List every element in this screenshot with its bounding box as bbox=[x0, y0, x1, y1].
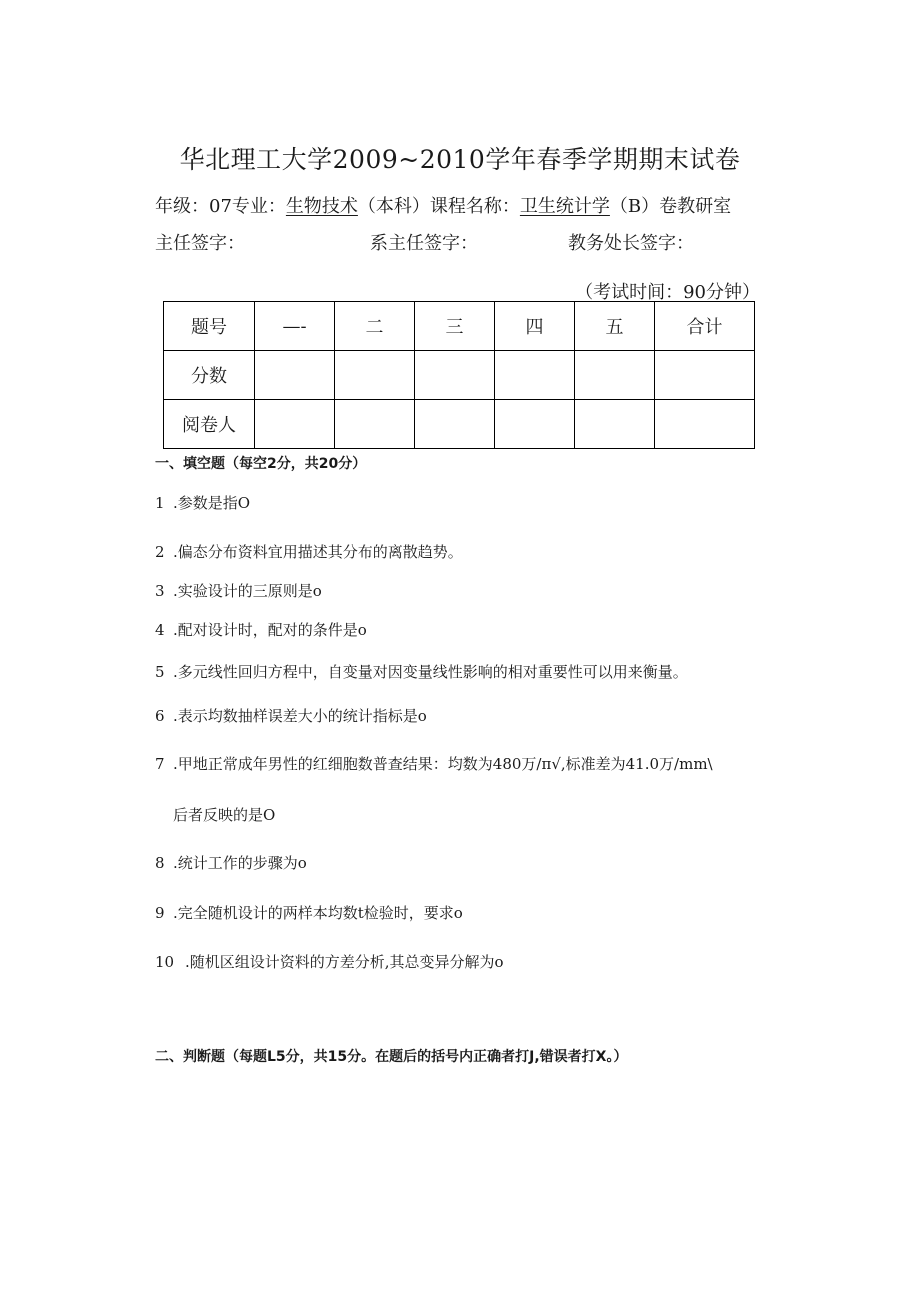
score-cell bbox=[575, 351, 655, 400]
header-cell: 合计 bbox=[655, 302, 755, 351]
grader-cell bbox=[655, 400, 755, 449]
row-label: 分数 bbox=[164, 351, 255, 400]
header-cell: —- bbox=[255, 302, 335, 351]
course-value: 卫生统计学 bbox=[519, 196, 610, 217]
row-label: 阅卷人 bbox=[164, 400, 255, 449]
paper-version: （B）卷 bbox=[609, 196, 678, 217]
header-cell: 题号 bbox=[164, 302, 255, 351]
question-9: 9 .完全随机设计的两样本均数t检验时，要求o bbox=[155, 904, 463, 922]
major-note: （本科） bbox=[357, 196, 430, 217]
exam-meta-line bbox=[155, 192, 731, 218]
section2-heading: 二、判断题（每题L5分，共15分。在题后的括号内正确者打J,错误者打X。） bbox=[155, 1049, 628, 1065]
grader-cell bbox=[415, 400, 495, 449]
grade-label: 年级： bbox=[155, 196, 209, 217]
question-4: 4 .配对设计时，配对的条件是o bbox=[155, 621, 367, 639]
header-cell: 四 bbox=[495, 302, 575, 351]
signature-affairs: 教务处长签字： bbox=[568, 233, 694, 254]
course-label: 课程名称： bbox=[429, 196, 520, 217]
question-7-continuation: 后者反映的是O bbox=[173, 806, 276, 824]
major-label: 专业： bbox=[231, 196, 286, 217]
question-6: 6 .表示均数抽样误差大小的统计指标是o bbox=[155, 707, 427, 725]
grader-cell bbox=[335, 400, 415, 449]
score-cell bbox=[415, 351, 495, 400]
header-cell: 五 bbox=[575, 302, 655, 351]
score-cell bbox=[335, 351, 415, 400]
grader-row bbox=[164, 400, 755, 449]
score-cell bbox=[495, 351, 575, 400]
score-table bbox=[163, 301, 755, 449]
exam-title: 华北理工大学2009~2010学年春季学期期末试卷 bbox=[179, 145, 741, 174]
signature-director-head: 教研室 bbox=[677, 196, 732, 217]
grader-cell bbox=[495, 400, 575, 449]
question-10: 10 .随机区组设计资料的方差分析,其总变异分解为o bbox=[155, 953, 504, 971]
question-3: 3 .实验设计的三原则是o bbox=[155, 582, 322, 600]
exam-time: （考试时间：90分钟） bbox=[575, 282, 760, 303]
question-5: 5 .多元线性回归方程中，自变量对因变量线性影响的相对重要性可以用来衡量。 bbox=[155, 663, 688, 681]
header-cell: 二 bbox=[335, 302, 415, 351]
major-value: 生物技术 bbox=[285, 196, 358, 217]
section1-heading: 一、填空题（每空2分，共20分） bbox=[155, 456, 367, 472]
question-7: 7 .甲地正常成年男性的红细胞数普查结果：均数为480万/π√,标准差为41.0万/mm\ bbox=[155, 755, 713, 773]
score-row bbox=[164, 351, 755, 400]
grade-value: 07 bbox=[209, 196, 232, 217]
grader-cell bbox=[575, 400, 655, 449]
question-1: 1 .参数是指O bbox=[155, 494, 251, 512]
score-cell bbox=[255, 351, 335, 400]
question-2: 2 .偏态分布资料宜用描述其分布的离散趋势。 bbox=[155, 543, 463, 561]
question-8: 8 .统计工作的步骤为o bbox=[155, 854, 307, 872]
signature-dept: 系主任签字： bbox=[370, 233, 478, 254]
header-cell: 三 bbox=[415, 302, 495, 351]
score-table-header-row bbox=[164, 302, 755, 351]
score-cell bbox=[655, 351, 755, 400]
grader-cell bbox=[255, 400, 335, 449]
signature-director-tail: 主任签字： bbox=[155, 233, 245, 254]
